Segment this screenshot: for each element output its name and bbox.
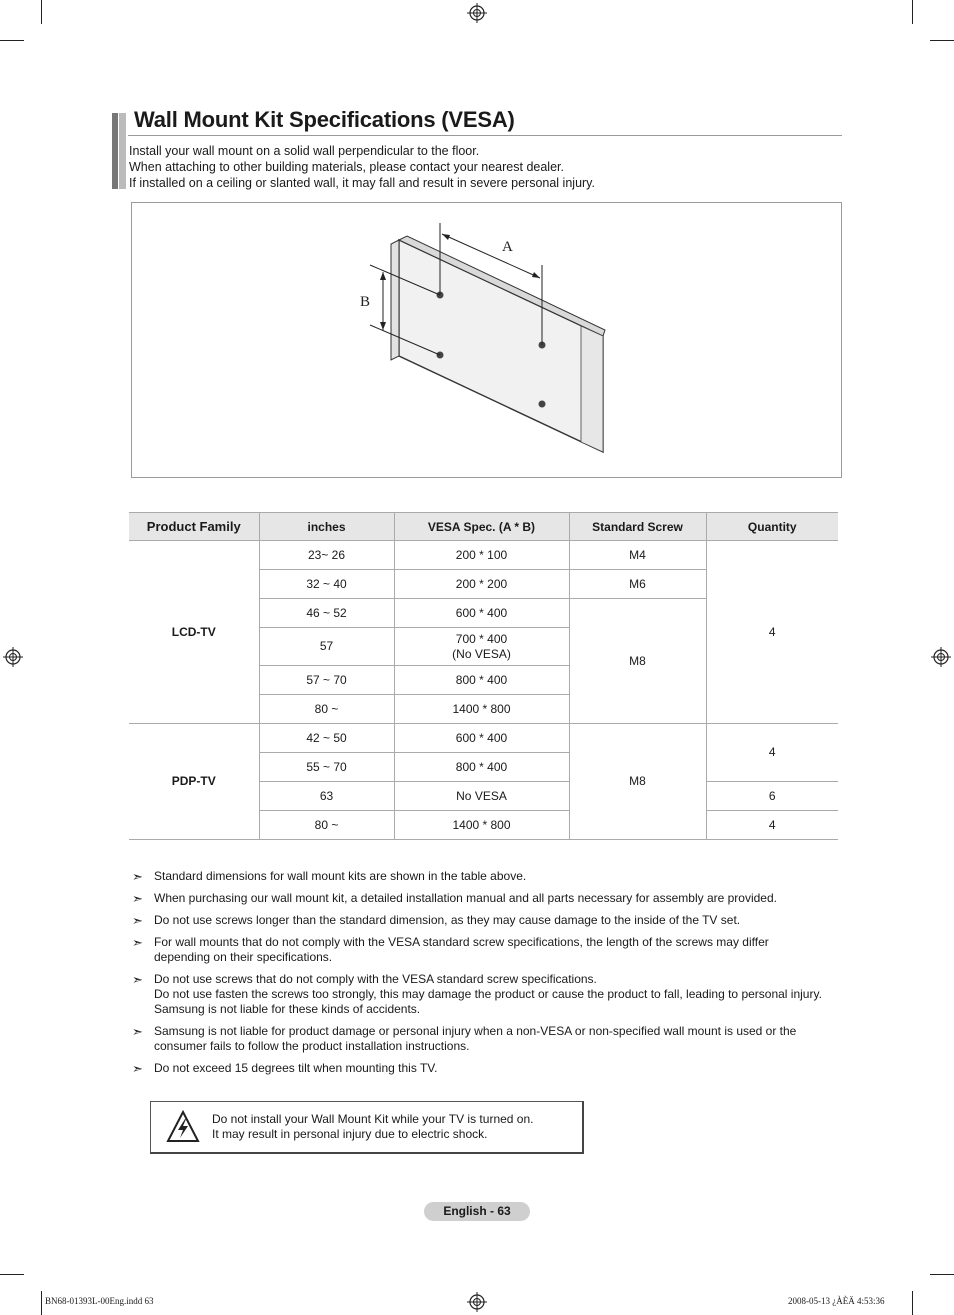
- arrow-bullet-icon: ➣: [132, 913, 143, 928]
- vesa-cell: [394, 628, 569, 666]
- crop-mark: [41, 1291, 42, 1315]
- intro-line: If installed on a ceiling or slanted wall, it may fall and result in severe personal injury.: [129, 176, 595, 190]
- product-family-cell: PDP-TV: [129, 724, 259, 840]
- screw-cell: M6: [569, 570, 706, 599]
- quantity-cell: 4: [706, 724, 838, 782]
- column-header: VESA Spec. (A * B): [394, 513, 569, 541]
- intro-line: Install your wall mount on a solid wall perpendicular to the floor.: [129, 144, 480, 158]
- crop-mark: [912, 1291, 913, 1315]
- screw-cell: M8: [569, 724, 706, 840]
- quantity-cell: 4: [706, 541, 838, 724]
- note-line: Do not use fasten the screws too strongly, this may damage the product or cause the product to fall, leading to personal injury.: [154, 987, 822, 1001]
- note-line: Do not use screws longer than the standard dimension, as they may cause damage to the inside of the TV set.: [154, 913, 741, 927]
- note-line: Do not use screws that do not comply with the VESA standard screw specifications.: [154, 972, 597, 986]
- arrow-bullet-icon: ➣: [132, 1024, 143, 1039]
- quantity-cell: 6: [706, 782, 838, 811]
- inches-cell: 46 ~ 52: [259, 599, 394, 628]
- inches-cell: 55 ~ 70: [259, 753, 394, 782]
- note-line: When purchasing our wall mount kit, a detailed installation manual and all parts necessary for assembly are provided.: [154, 891, 777, 905]
- crop-mark: [930, 40, 954, 41]
- vesa-cell: 1400 * 800: [394, 811, 569, 840]
- registration-mark-icon: [931, 647, 951, 667]
- note-line: Samsung is not liable for product damage or personal injury when a non-VESA or non-specified wall mount is used or the: [154, 1024, 797, 1038]
- arrow-bullet-icon: ➣: [132, 891, 143, 906]
- notes-list: [132, 869, 842, 1083]
- inches-cell: 63: [259, 782, 394, 811]
- product-family-cell: LCD-TV: [129, 541, 259, 724]
- note-item: [132, 869, 842, 884]
- vesa-cell: No VESA: [394, 782, 569, 811]
- vesa-cell: 600 * 400: [394, 599, 569, 628]
- quantity-cell: 4: [706, 811, 838, 840]
- note-item: [132, 935, 842, 965]
- print-timestamp: 2008-05-13 ¿ÀÈÄ 4:53:36: [788, 1296, 885, 1306]
- vesa-cell: 800 * 400: [394, 753, 569, 782]
- page-number-badge: English - 63: [424, 1202, 530, 1221]
- crop-mark: [930, 1274, 954, 1275]
- dimension-label-b: B: [360, 294, 371, 310]
- inches-cell: 80 ~: [259, 695, 394, 724]
- arrow-bullet-icon: ➣: [132, 935, 143, 950]
- page-title: Wall Mount Kit Specifications (VESA): [134, 107, 515, 132]
- title-accent-bar: [112, 113, 126, 189]
- warning-text: [212, 1112, 533, 1142]
- warning-line: Do not install your Wall Mount Kit while your TV is turned on.: [212, 1112, 534, 1126]
- registration-mark-icon: [467, 3, 487, 23]
- tv-back-illustration: [355, 220, 615, 465]
- vesa-spec-table: [129, 512, 838, 840]
- column-header: inches: [259, 513, 394, 541]
- note-item: [132, 972, 842, 1017]
- crop-mark: [0, 40, 24, 41]
- vesa-note: (No VESA): [452, 646, 511, 661]
- screw-cell: M8: [569, 599, 706, 724]
- note-line: depending on their specifications.: [154, 950, 333, 964]
- intro-line: When attaching to other building materials, please contact your nearest dealer.: [129, 160, 564, 174]
- note-item: [132, 1024, 842, 1054]
- dimension-label-a: A: [502, 239, 513, 255]
- arrow-bullet-icon: ➣: [132, 972, 143, 987]
- inches-cell: 32 ~ 40: [259, 570, 394, 599]
- inches-cell: 80 ~: [259, 811, 394, 840]
- inches-cell: 57: [259, 628, 394, 666]
- note-line: Samsung is not liable for these kinds of accidents.: [154, 1002, 421, 1016]
- file-info: BN68-01393L-00Eng.indd 63: [45, 1296, 154, 1306]
- inches-cell: 57 ~ 70: [259, 666, 394, 695]
- registration-mark-icon: [467, 1292, 487, 1312]
- title-divider: [128, 135, 842, 136]
- column-header: Quantity: [706, 513, 838, 541]
- arrow-bullet-icon: ➣: [132, 1061, 143, 1076]
- note-item: [132, 1061, 842, 1076]
- vesa-cell: 800 * 400: [394, 666, 569, 695]
- vesa-cell: 200 * 200: [394, 570, 569, 599]
- note-item: [132, 913, 842, 928]
- note-line: consumer fails to follow the product installation instructions.: [154, 1039, 470, 1053]
- vesa-cell: 600 * 400: [394, 724, 569, 753]
- note-line: Standard dimensions for wall mount kits are shown in the table above.: [154, 869, 527, 883]
- table-row: [129, 541, 838, 570]
- intro-text: [129, 143, 595, 191]
- table-header-row: [129, 513, 838, 541]
- screw-cell: M4: [569, 541, 706, 570]
- crop-mark: [41, 0, 42, 24]
- arrow-bullet-icon: ➣: [132, 869, 143, 884]
- crop-mark: [912, 0, 913, 24]
- note-line: For wall mounts that do not comply with the VESA standard screw specifications, the length of the screws may differ: [154, 935, 769, 949]
- vesa-cell: 200 * 100: [394, 541, 569, 570]
- electric-shock-warning-icon: [166, 1110, 200, 1144]
- registration-mark-icon: [3, 647, 23, 667]
- warning-line: It may result in personal injury due to electric shock.: [212, 1127, 488, 1141]
- column-header: Standard Screw: [569, 513, 706, 541]
- crop-mark: [0, 1274, 24, 1275]
- inches-cell: 42 ~ 50: [259, 724, 394, 753]
- note-item: [132, 891, 842, 906]
- vesa-value: 700 * 400: [455, 631, 508, 646]
- column-header: Product Family: [129, 513, 259, 541]
- inches-cell: 23~ 26: [259, 541, 394, 570]
- vesa-cell: 1400 * 800: [394, 695, 569, 724]
- table-row: [129, 724, 838, 753]
- note-line: Do not exceed 15 degrees tilt when mounting this TV.: [154, 1061, 438, 1075]
